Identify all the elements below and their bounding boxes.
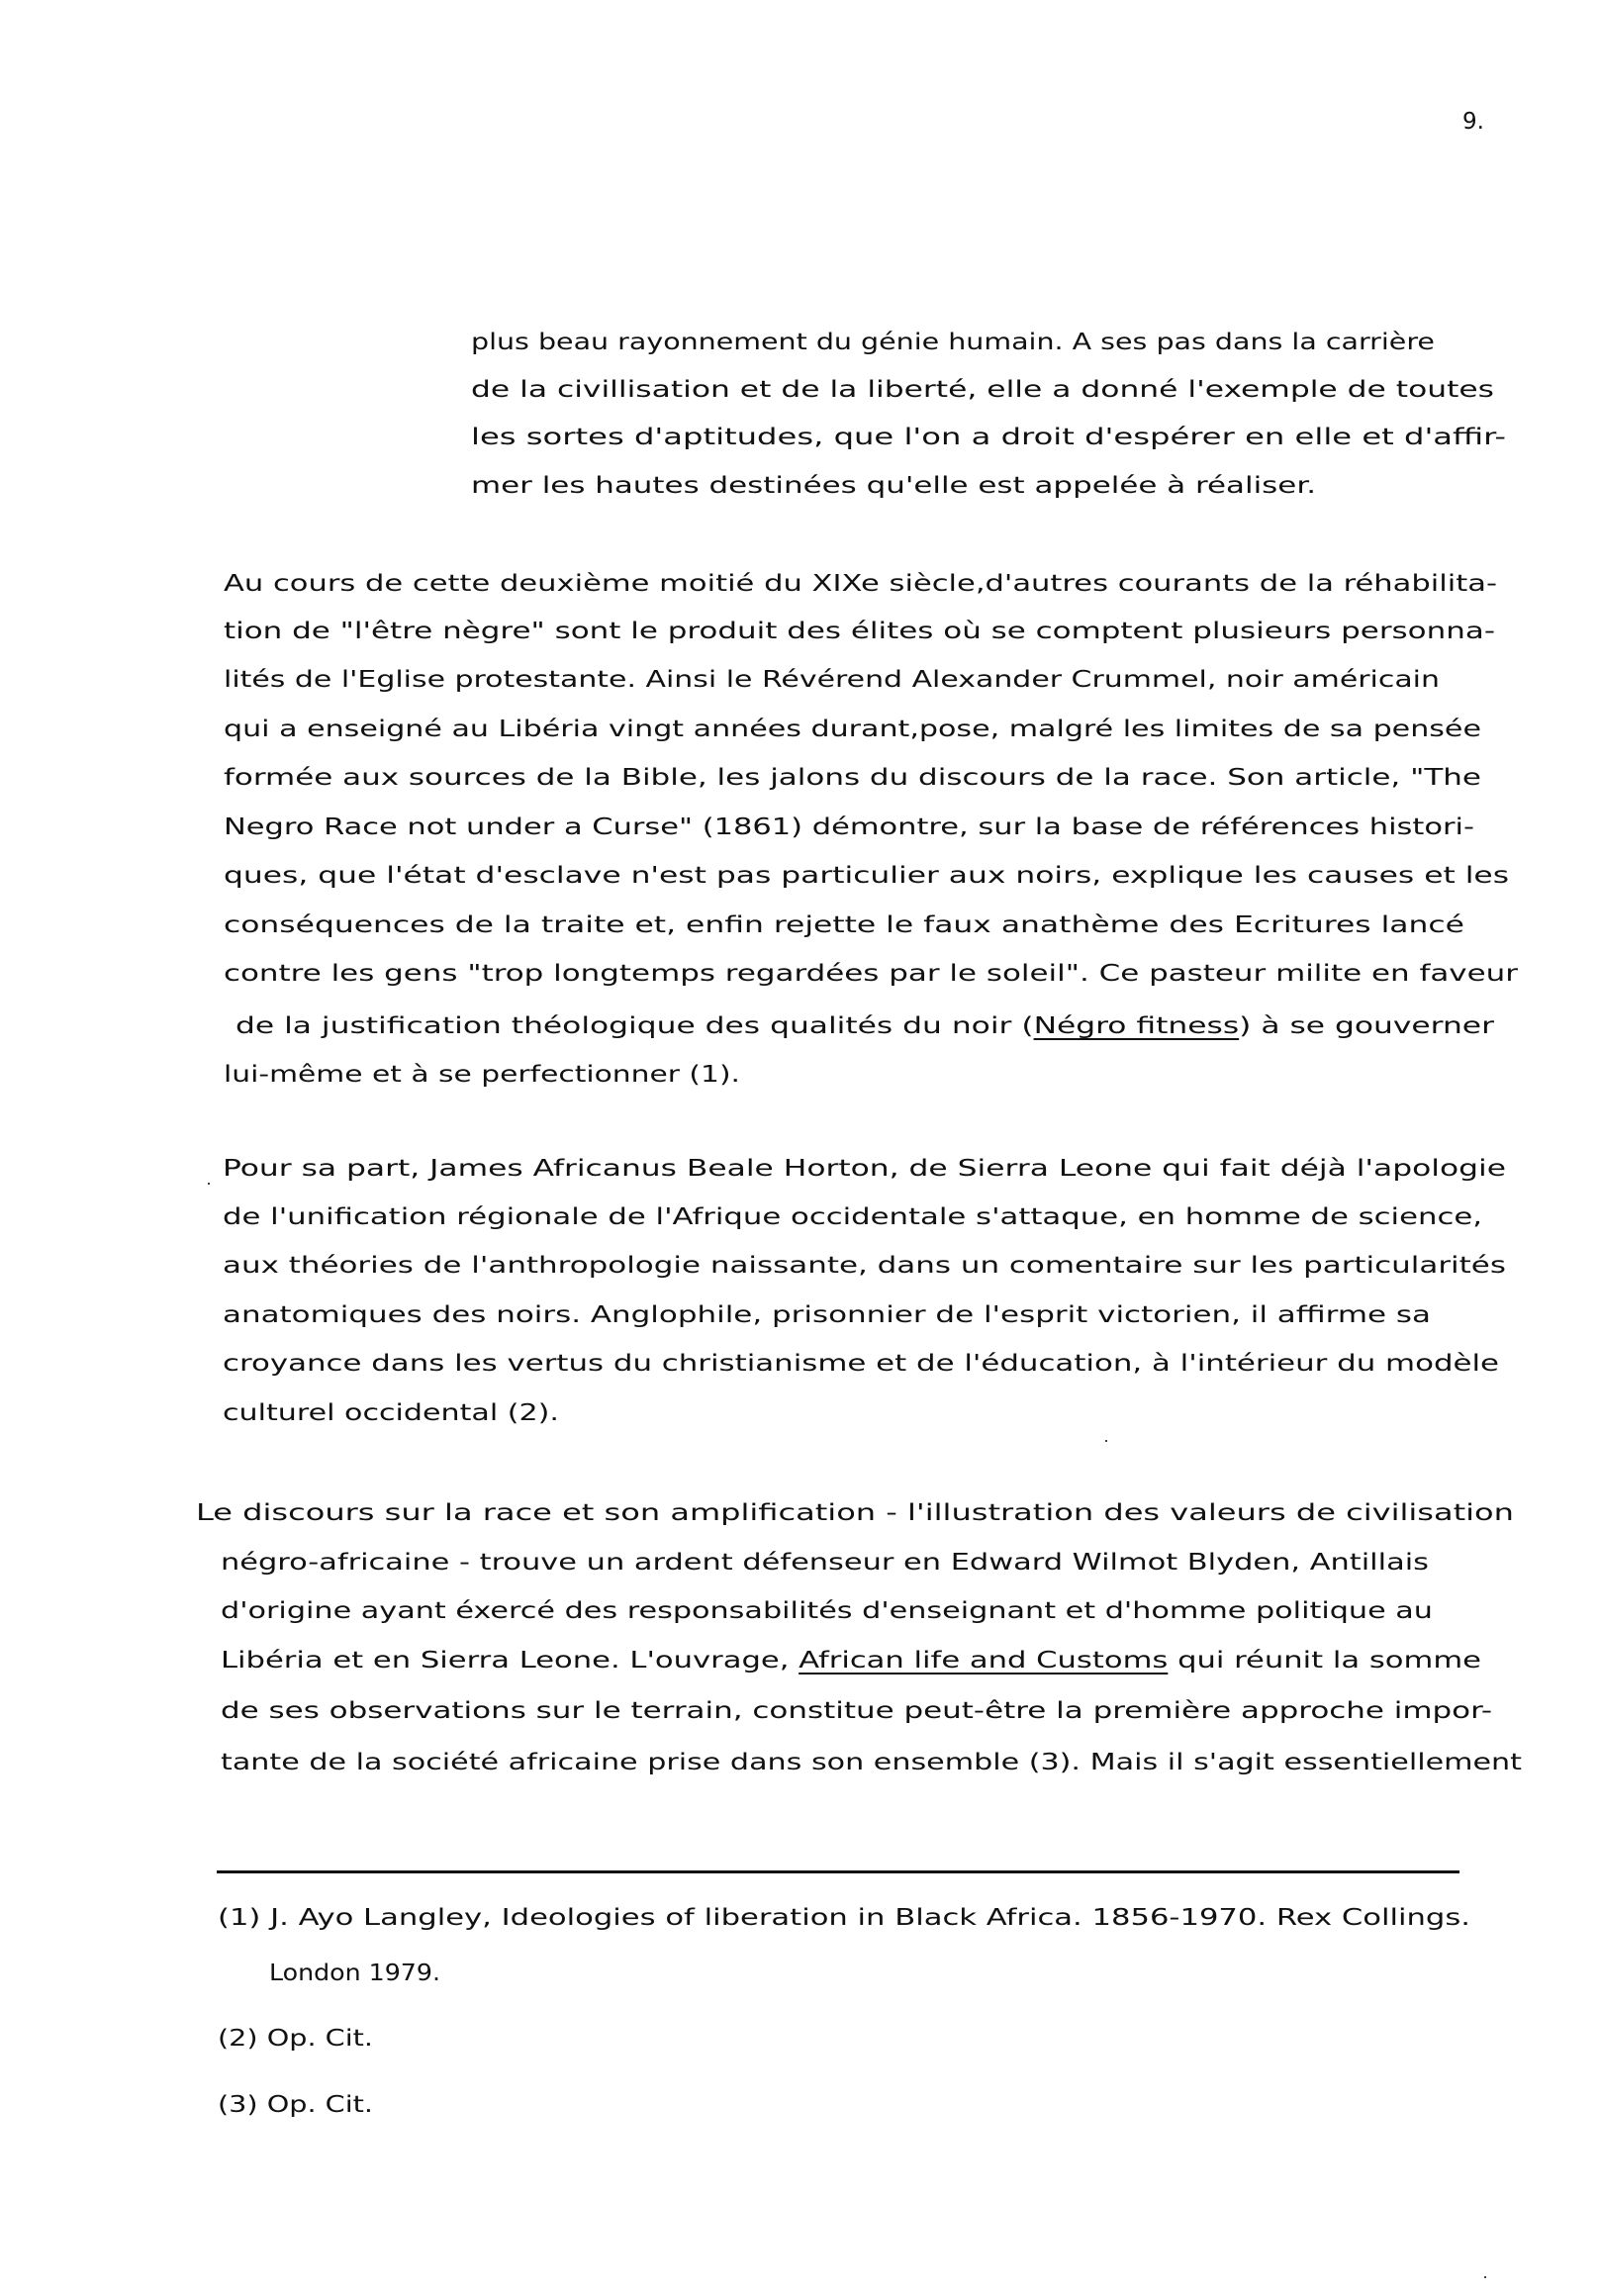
text-line: tante de la société africaine prise dans son ensemble (3). Mais il s'agit essentiellement	[221, 1750, 1522, 1775]
underlined-term-negro-fitness: Négro fitness	[1033, 1013, 1240, 1039]
text-line: tion de "l'être nègre" sont le produit des élites où se comptent plusieurs personna-	[224, 619, 1496, 644]
scan-speck	[1484, 2276, 1486, 2278]
text-line-with-underline: de la justification théologique des qualités du noir (Négro fitness) à se gouverner	[235, 1013, 1494, 1039]
footnote-2	[218, 2028, 373, 2051]
text-line: de l'unification régionale de l'Afrique occidentale s'attaque, en homme de science,	[223, 1204, 1482, 1230]
text-line: anatomiques des noirs. Anglophile, prisonnier de l'esprit victorien, il affirme sa	[223, 1302, 1431, 1328]
footnote-marker: (1)	[218, 1905, 261, 1931]
footnote-marker: (2)	[218, 2026, 258, 2052]
page-number: 9.	[1462, 109, 1484, 135]
text-line: mer les hautes destinées qu'elle est appelée à réaliser.	[471, 473, 1317, 499]
text-line: lui-même et à se perfectionner (1).	[224, 1062, 740, 1088]
text-line: de la civillisation et de la liberté, elle a donné l'exemple de toutes	[471, 377, 1495, 403]
footnote-text: Op. Cit.	[266, 2026, 374, 2052]
text-line: qui a enseigné au Libéria vingt années durant,pose, malgré les limites de sa pensée	[224, 717, 1481, 742]
text-line: ques, que l'état d'esclave n'est pas particulier aux noirs, explique les causes et les	[224, 863, 1510, 889]
text-line: conséquences de la traite et, enfin rejette le faux anathème des Ecritures lancé	[224, 912, 1464, 938]
text-line: négro-africaine - trouve un ardent défenseur en Edward Wilmot Blyden, Antillais	[221, 1550, 1430, 1576]
underlined-title-african-life-and-customs: African life and Customs	[799, 1648, 1169, 1674]
text-line: plus beau rayonnement du génie humain. A ses pas dans la carrière	[471, 330, 1435, 355]
footnote-3	[218, 2094, 373, 2117]
text-line: d'origine ayant éxercé des responsabilités d'enseignant et d'homme politique au	[221, 1598, 1433, 1624]
text-line: culturel occidental (2).	[223, 1400, 559, 1426]
text-line: Pour sa part, James Africanus Beale Horton, de Sierra Leone qui fait déjà l'apologie	[223, 1156, 1506, 1182]
footnote-1-continuation: London 1979.	[269, 1961, 440, 1986]
text-line: contre les gens "trop longtemps regardées par le soleil". Ce pasteur milite en faveur	[224, 961, 1518, 987]
text-line-with-underline: Libéria et en Sierra Leone. L'ouvrage, African life and Customs qui réunit la somme	[221, 1648, 1481, 1674]
text-line: lités de l'Eglise protestante. Ainsi le Révérend Alexander Crummel, noir américain	[224, 667, 1440, 693]
scan-speck	[1105, 1440, 1107, 1442]
footnote-marker: (3)	[218, 2092, 258, 2118]
text-line: aux théories de l'anthropologie naissante, dans un comentaire sur les particularités	[223, 1253, 1506, 1279]
footnote-1	[218, 1907, 1470, 1930]
footnote-text: Op. Cit.	[266, 2092, 374, 2118]
text-line: croyance dans les vertus du christianisme et de l'éducation, à l'intérieur du modèle	[223, 1351, 1500, 1377]
scan-speck	[208, 1183, 210, 1185]
footnote-separator-rule	[217, 1870, 1459, 1873]
text-line: Le discours sur la race et son amplification - l'illustration des valeurs de civilisation	[196, 1500, 1514, 1526]
text-line: Negro Race not under a Curse" (1861) démontre, sur la base de références histori-	[224, 814, 1475, 840]
footnote-text: J. Ayo Langley, Ideologies of liberation in Black Africa. 1856-1970. Rex Collings.	[270, 1905, 1471, 1931]
text-line: formée aux sources de la Bible, les jalons du discours de la race. Son article, "The	[224, 765, 1481, 791]
text-line: les sortes d'aptitudes, que l'on a droit d'espérer en elle et d'affir-	[471, 425, 1506, 450]
text-line: Au cours de cette deuxième moitié du XIXe siècle,d'autres courants de la réhabilita-	[224, 571, 1497, 597]
text-line: de ses observations sur le terrain, constitue peut-être la première approche impor-	[221, 1698, 1493, 1724]
